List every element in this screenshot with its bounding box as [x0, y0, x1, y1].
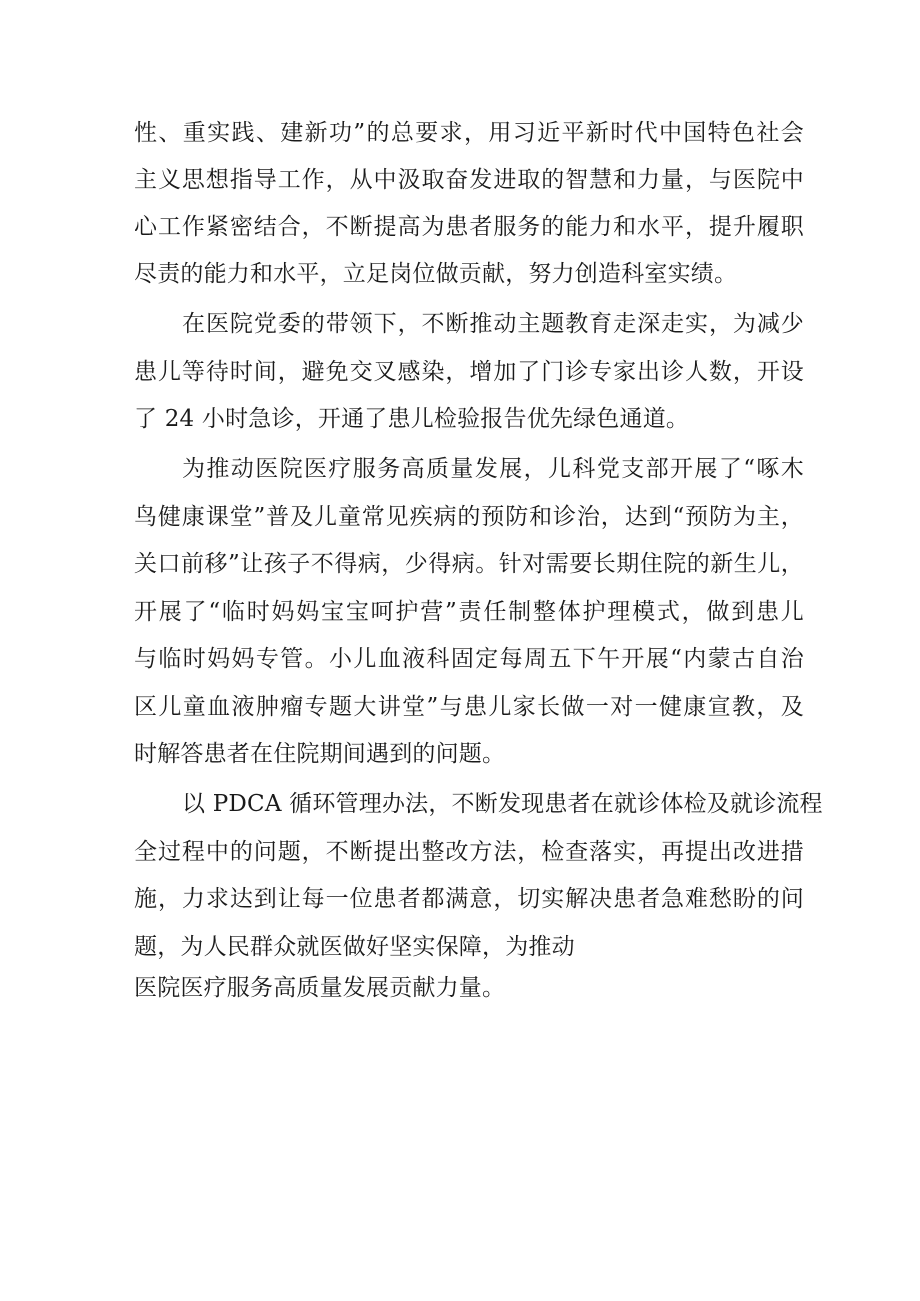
paragraph-3-line-3: 关口前移”让孩子不得病，少得病。针对需要长期住院的新生儿，	[134, 551, 804, 577]
paragraph-4-line-3: 施，力求达到让每一位患者都满意，切实解决患者急难愁盼的问	[134, 886, 804, 912]
paragraph-1-line-4: 尽责的能力和水平，立足岗位做贡献，努力创造科室实绩。	[134, 261, 738, 287]
paragraph-4-line-4: 题，为人民群众就医做好坚实保障，为推动	[134, 934, 575, 960]
paragraph-4-line-5: 医院医疗服务高质量发展贡献力量。	[134, 975, 506, 1001]
paragraph-3-line-7: 时解答患者在住院期间遇到的问题。	[134, 741, 506, 767]
paragraph-3-line-1: 为推动医院医疗服务高质量发展，儿科党支部开展了“啄木	[182, 456, 804, 482]
paragraph-3-line-4: 开展了“临时妈妈宝宝呵护营”责任制整体护理模式，做到患儿	[134, 599, 804, 625]
paragraph-4-line-1: 以 PDCA 循环管理办法，不断发现患者在就诊体检及就诊流程	[182, 791, 823, 817]
paragraph-1-line-2: 主义思想指导工作，从中汲取奋发进取的智慧和力量，与医院中	[134, 167, 804, 193]
paragraph-3-line-6: 区儿童血液肿瘤专题大讲堂”与患儿家长做一对一健康宣教，及	[134, 694, 804, 720]
paragraph-2-line-3: 了 24 小时急诊，开通了患儿检验报告优先绿色通道。	[134, 406, 690, 432]
paragraph-3-line-5: 与临时妈妈专管。小儿血液科固定每周五下午开展“内蒙古自治	[134, 646, 804, 672]
paragraph-2-line-2: 患儿等待时间，避免交叉感染，增加了门诊专家出诊人数，开设	[134, 359, 804, 385]
paragraph-2-line-1: 在医院党委的带领下，不断推动主题教育走深走实，为减少	[182, 311, 804, 337]
paragraph-1-line-3: 心工作紧密结合，不断提高为患者服务的能力和水平，提升履职	[134, 214, 804, 240]
paragraph-3-line-2: 鸟健康课堂”普及儿童常见疾病的预防和诊治，达到“预防为主，	[134, 504, 804, 530]
paragraph-4-line-2: 全过程中的问题，不断提出整改方法，检查落实，再提出改进措	[134, 839, 804, 865]
paragraph-1-line-1: 性、重实践、建新功”的总要求，用习近平新时代中国特色社会	[134, 120, 804, 146]
